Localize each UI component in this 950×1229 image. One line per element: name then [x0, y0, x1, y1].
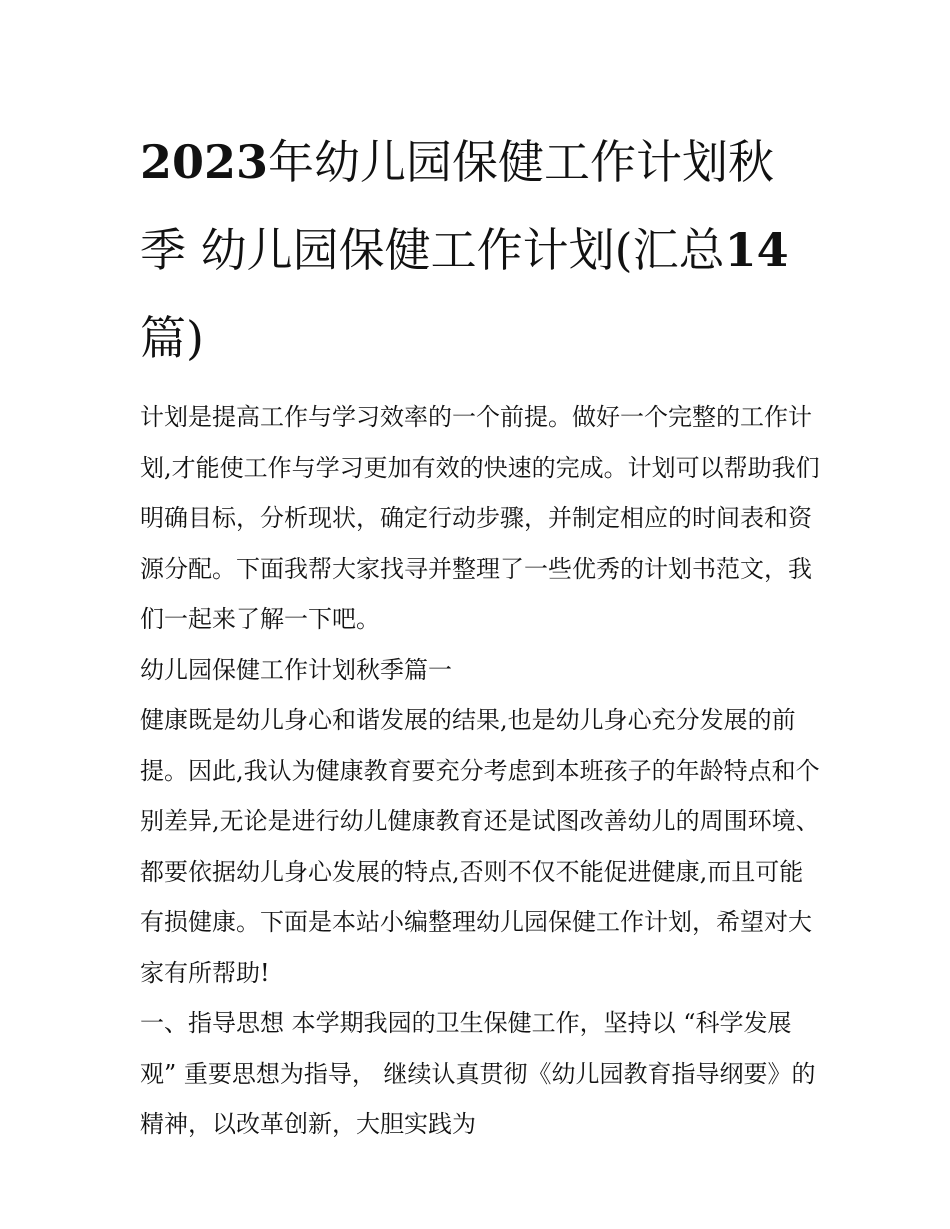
- title-text-part1: 年幼儿园保健工作计划秋季 幼儿园保健工作计划(汇总: [140, 135, 775, 277]
- document-title: [140, 118, 820, 382]
- intro-paragraph: 计划是提高工作与学习效率的一个前提。做好一个完整的工作计划,才能使工作与学习更加有效的快速的完成。计划可以帮助我们明确目标，分析现状，确定行动步骤，并制定相应的时间表和资源分配。下面我帮大家找寻并整理了一些优秀的计划书范文，我们一起来了解一下吧。: [140, 403, 820, 633]
- title-count: 14: [724, 223, 789, 277]
- document-page: [140, 118, 820, 1150]
- guiding-principle-paragraph: 一、指导思想 本学期我园的卫生保健工作，坚持以 “科学发展观” 重要思想为指导， 继续认真贯彻《幼儿园教育指导纲要》的精神，以改革创新，大胆实践为: [140, 1009, 816, 1138]
- document-body: [140, 392, 820, 1150]
- section-heading: 幼儿园保健工作计划秋季篇一: [140, 655, 452, 684]
- title-year: 2023: [140, 135, 269, 189]
- title-text-part2: 篇): [140, 311, 204, 365]
- body-paragraph: 健康既是幼儿身心和谐发展的结果,也是幼儿身心充分发展的前提。因此,我认为健康教育要充分考虑到本班孩子的年龄特点和个别差异,无论是进行幼儿健康教育还是试图改善幼儿的周围环境、都要依据幼儿身心发展的特点,否则不仅不能促进健康,而且可能有损健康。下面是本站小编整理幼儿园保健工作计划，希望对大家有所帮助!: [140, 706, 820, 987]
